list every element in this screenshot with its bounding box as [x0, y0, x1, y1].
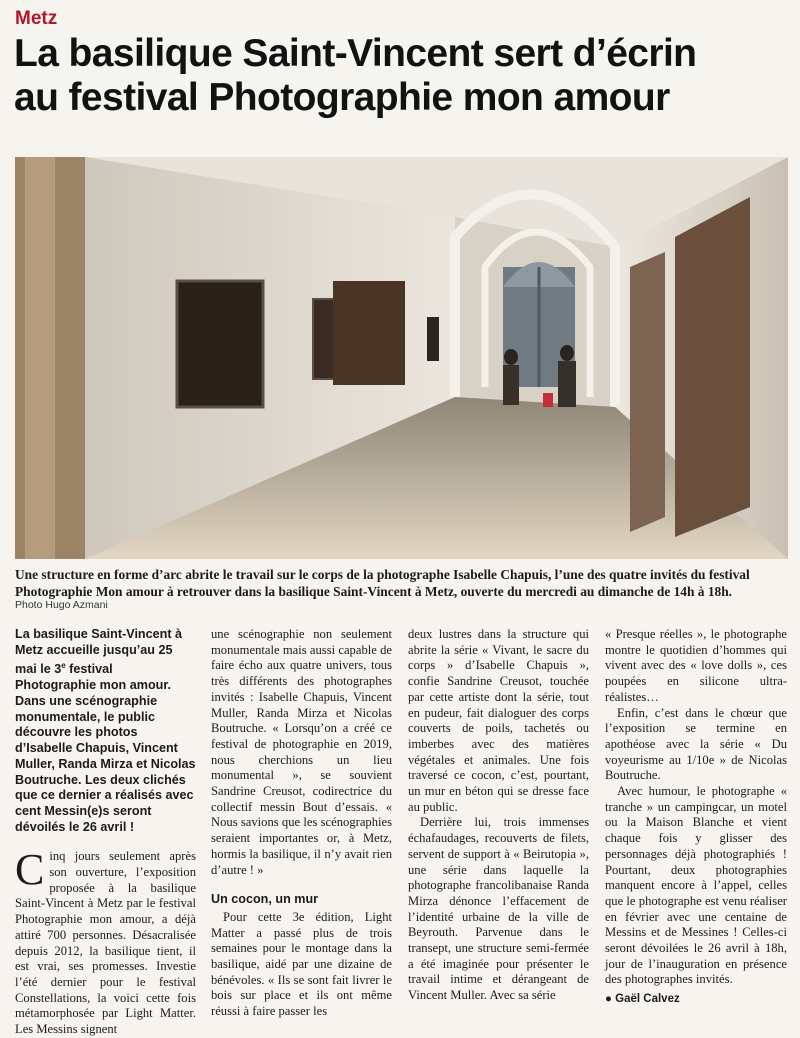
author-signature	[605, 992, 787, 1008]
column-3	[408, 627, 589, 1004]
standfirst-ordinal: e	[61, 661, 66, 671]
column-2-paragraph-2: Pour cette 3e édition, Light Matter a passé plus de trois semaines pour le montage dans la basilique, aidé par une dizaine de bénévoles. « Ils se sont fait livrer le bois sur place et ils ont même réussi à faire passer les	[211, 909, 392, 1019]
standfirst	[15, 627, 196, 835]
section-kicker: Metz	[15, 8, 58, 29]
lead-paragraph-text: inq jours seulement après son ouverture, l’exposition proposée à la basilique Saint-Vincent à Metz par le festival Photographie mon amour, a déjà attiré 700 personnes. Désacralisée depuis 2012, la basilique tient, il est vrai, ses promesses. Investie l’été dernier pour le festival Constellations, la voici cette fois métamorphosée par Light Matter. Les Messins signent	[15, 849, 196, 1037]
photo-credit: Photo Hugo Azmani	[15, 599, 108, 611]
basilica-gallery-illustration	[15, 157, 788, 559]
author-name: Gaël Calvez	[615, 993, 680, 1006]
column-4-paragraph-3: Avec humour, le photographe « tranche » un campingcar, un motel ou la Maison Blanche et vient chaque fois y glisser des personnages déjà photographiés ! Pourtant, deux photographies manquent encore à l’appel, celles que le photographe est venu réaliser en février avec une centaine de Messins et de Messines ! Celles-ci seront dévoilées le 26 avril à 18h, jour de l’inauguration en présence des photographes invités.	[605, 784, 787, 987]
column-3-paragraph-1: deux lustres dans la structure qui abrite la série « Vivant, le sacre du corps » d’Isabelle Chapuis », confie Sandrine Creusot, touchée par cette artiste dont la série, tout en pudeur, fait dialoguer des corps couverts de poils, tachetés ou imberbes avec des matières végétales et animales. Une fois traversé ce cocon, c’est, pourtant, un mur en béton qui se dresse face au public.	[408, 627, 589, 814]
lead-paragraph	[15, 845, 196, 1037]
headline-line-2: au festival Photographie mon amour	[14, 76, 670, 119]
photo-caption: Une structure en forme d’arc abrite le travail sur le corps de la photographe Isabelle Chapuis, l’une des quatre invités du festival Photographie Mon amour à retrouver dans la basilique Saint-Vincent à Metz, ouverte du mercredi au dimanche de 14h à 18h.	[15, 567, 750, 599]
subheading: Un cocon, un mur	[211, 892, 319, 907]
drop-cap: C	[15, 845, 45, 895]
column-4-paragraph-1: « Presque réelles », le photographe montre le quotidien d’hommes qui vivent avec des « love dolls », ces poupées en silicone ultra-réalistes…	[605, 627, 787, 704]
column-4-paragraph-2: Enfin, c’est dans le chœur que l’exposition se termine en apothéose avec la série « Du voyeurisme au 1/10e » de Nicolas Boutruche.	[605, 705, 787, 783]
column-1	[15, 627, 196, 1038]
standfirst-part-1: La basilique Saint-Vincent à Metz accueille jusqu’au 25 mai le 3	[15, 627, 183, 677]
column-2	[211, 627, 392, 1020]
column-3-paragraph-2: Derrière lui, trois immenses échafaudages, recouverts de filets, servent de support à « Beirutopia », une série dans laquelle la photographe francolibanaise Randa Mirza dénonce l’effacement de l’identité urbaine de la ville de Beyrouth. Parvenue dans le transept, une structure semi-fermée a été imaginée pour présenter le travail intime et dérangeant de Vincent Muller. Avec sa série	[408, 815, 589, 1003]
column-4	[605, 627, 787, 1008]
signature-bullet-icon: ●	[605, 993, 616, 1006]
headline	[14, 32, 794, 120]
headline-line-1: La basilique Saint-Vincent sert d’écrin	[14, 32, 697, 75]
standfirst-part-2: festival Photographie mon amour. Dans une scénographie monumentale, le public découvre les photos d’Isabelle Chapuis, Vincent Muller, Randa Mirza et Nicolas Boutruche. Les deux clichés que ce dernier a réalisés avec cent Messin(e)s seront dévoilés le 26 avril !	[15, 662, 196, 834]
exhibition-photo	[15, 157, 788, 559]
column-2-paragraph-1: une scénographie non seulement monumentale mais aussi capable de faire écho aux quatre univers, tous très différents des photographes invités : Isabelle Chapuis, Vincent Muller, Randa Mirza et Nicolas Boutruche. « Lorsqu’on a créé ce festival de photographie en 2019, nous cherchions un lieu monumental », se souvient Sandrine Creusot, codirectrice du collectif messin Bout d’essais. « Nous savions que les scénographies seraient importantes or, à Metz, hormis la basilique, il n’y avait rien d’autre ! »	[211, 627, 392, 877]
